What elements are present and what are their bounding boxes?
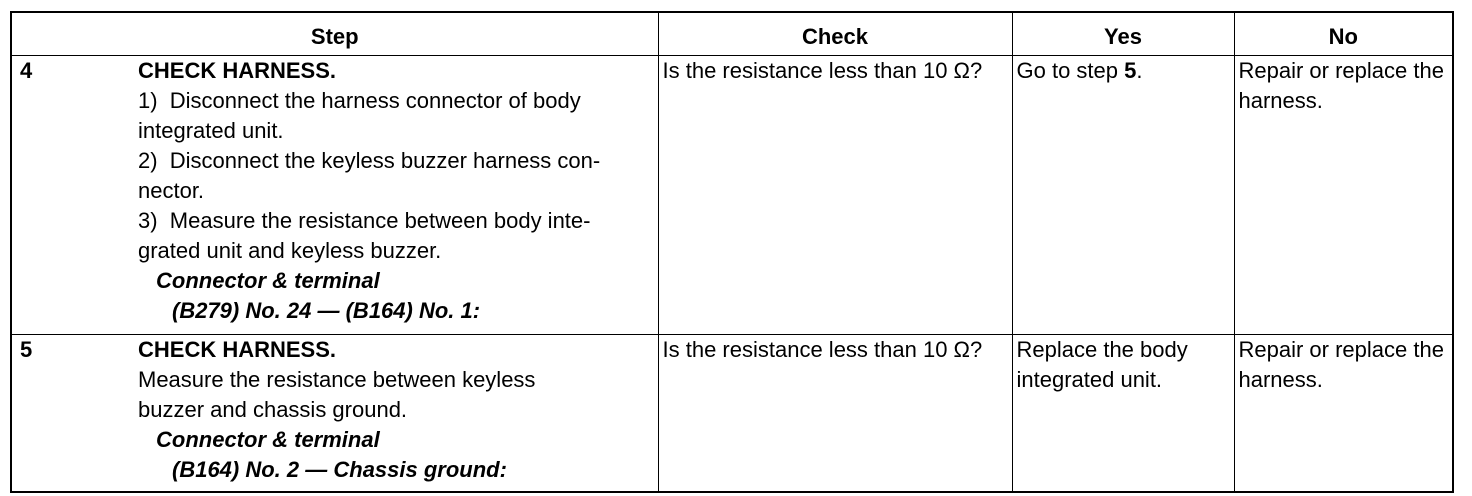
yes-cell bbox=[1012, 56, 1234, 335]
connector-label: Connector & terminal bbox=[156, 427, 380, 452]
step-line: 3) Measure the resistance between body inte- bbox=[138, 208, 591, 233]
no-cell: Repair or replace the harness. bbox=[1234, 335, 1453, 492]
step-title: CHECK HARNESS. bbox=[138, 58, 337, 83]
step-number: 4 bbox=[20, 58, 33, 83]
connector-label: Connector & terminal bbox=[156, 268, 380, 293]
table-row-step-4 bbox=[11, 56, 1453, 335]
yes-text: Go to step bbox=[1016, 58, 1125, 83]
step-line: nector. bbox=[138, 178, 205, 203]
step-cell bbox=[11, 335, 658, 492]
step-line: Measure the resistance between keyless bbox=[138, 367, 536, 392]
header-step: Step bbox=[11, 12, 658, 56]
step-body bbox=[138, 56, 654, 326]
step-number: 5 bbox=[20, 337, 33, 362]
step-line: grated unit and keyless buzzer. bbox=[138, 238, 442, 263]
connector-value: (B164) No. 2 — Chassis ground: bbox=[172, 457, 507, 482]
header-row bbox=[11, 12, 1453, 56]
step-title: CHECK HARNESS. bbox=[138, 337, 337, 362]
header-yes: Yes bbox=[1012, 12, 1234, 56]
header-check: Check bbox=[658, 12, 1012, 56]
header-no: No bbox=[1234, 12, 1453, 56]
step-cell bbox=[11, 56, 658, 335]
step-line: buzzer and chassis ground. bbox=[138, 397, 408, 422]
step-line: 1) Disconnect the harness connector of body bbox=[138, 88, 581, 113]
yes-step-link: 5 bbox=[1124, 58, 1137, 83]
no-cell: Repair or replace the harness. bbox=[1234, 56, 1453, 335]
step-body bbox=[138, 335, 654, 485]
yes-suffix: . bbox=[1136, 58, 1143, 83]
check-cell: Is the resistance less than 10 Ω? bbox=[658, 335, 1012, 492]
step-line: 2) Disconnect the keyless buzzer harness con- bbox=[138, 148, 601, 173]
table-row-step-5 bbox=[11, 335, 1453, 492]
check-cell: Is the resistance less than 10 Ω? bbox=[658, 56, 1012, 335]
step-line: integrated unit. bbox=[138, 118, 284, 143]
diagnostic-table bbox=[10, 11, 1454, 493]
connector-value: (B279) No. 24 — (B164) No. 1: bbox=[172, 298, 481, 323]
yes-cell: Replace the body integrated unit. bbox=[1012, 335, 1234, 492]
